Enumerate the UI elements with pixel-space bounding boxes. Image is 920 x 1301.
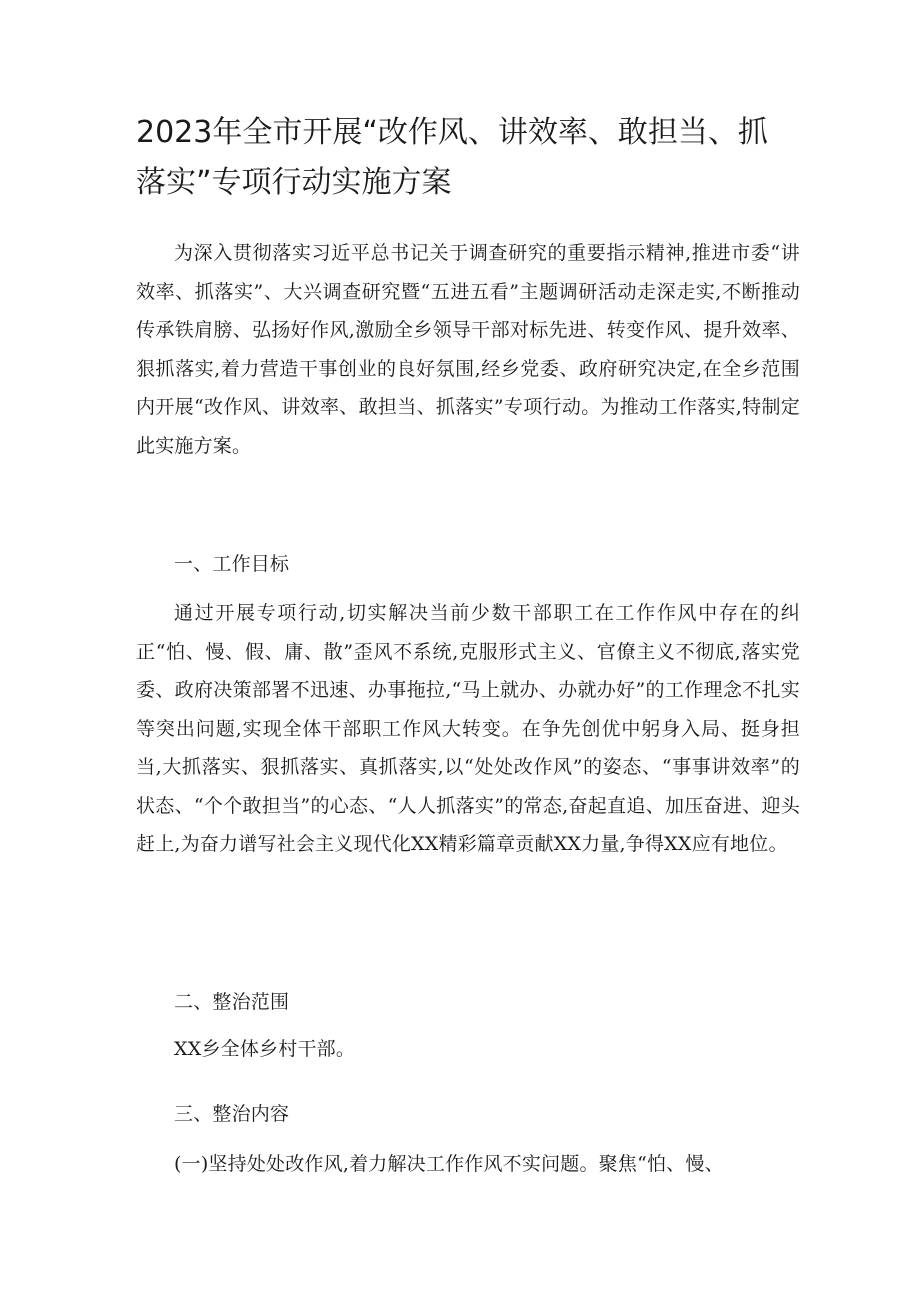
section-body-scope: XX乡全体乡村干部。: [174, 1038, 356, 1060]
section-body-content: (一)坚持处处改作风,着力解决工作作风不实问题。聚焦“怕、慢、: [174, 1153, 724, 1175]
section-heading-scope: 二、整治范围: [174, 991, 290, 1013]
section-heading-goals: 一、工作目标: [174, 553, 290, 575]
document-title: 2023年全市开展“改作风、讲效率、敢担当、抓落实”专项行动实施方案: [136, 115, 768, 200]
section-heading-content: 三、整治内容: [174, 1103, 290, 1125]
section-body-goals: 通过开展专项行动,切实解决当前少数干部职工在工作作风中存在的纠正“怕、慢、假、庸、散”歪风不系统,克服形式主义、官僚主义不彻底,落实党委、政府决策部署不迅速、办事拖拉,“马上就办、办就办好”的工作理念不扎实等突出问题,实现全体干部职工作风大转变。在争先创优中躬身入局、挺身担当,大抓落实、狠抓落实、真抓落实,以“处处改作风”的姿态、“事事讲效率”的状态、“个个敢担当”的心态、“人人抓落实”的常态,奋起直追、加压奋进、迎头赶上,为奋力谱写社会主义现代化XX精彩篇章贡献XX力量,争得XX应有地位。: [136, 602, 800, 855]
intro-paragraph: 为深入贯彻落实习近平总书记关于调查研究的重要指示精神,推进市委“讲效率、抓落实”、大兴调查研究暨“五进五看”主题调研活动走深走实,不断推动传承铁肩膀、弘扬好作风,激励全乡领导干部对标先进、转变作风、提升效率、狠抓落实,着力营造干事创业的良好氛围,经乡党委、政府研究决定,在全乡范围内开展“改作风、讲效率、敢担当、抓落实”专项行动。为推动工作落实,特制定此实施方案。: [136, 242, 800, 457]
